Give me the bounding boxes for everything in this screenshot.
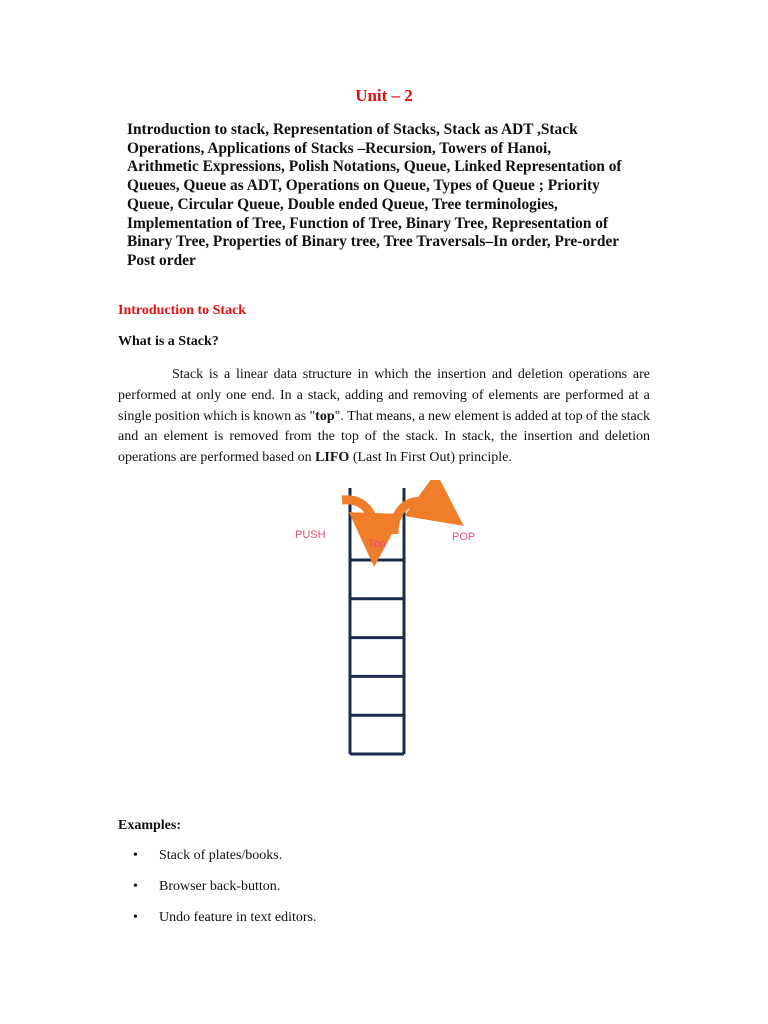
- syllabus-line: Queue, Circular Queue, Double ended Queue, Tree terminologies,: [127, 195, 558, 213]
- word: elements: [488, 387, 539, 403]
- paragraph-line-2: [118, 386, 650, 407]
- word: position: [154, 408, 200, 424]
- word: single: [118, 408, 152, 424]
- word: That: [347, 408, 373, 424]
- syllabus-line: Arithmetic Expressions, Polish Notations, Queue, Linked Representation of: [127, 158, 622, 176]
- word: only: [196, 387, 222, 403]
- example-text: Stack of plates/books.: [159, 848, 283, 863]
- pop-arrow-icon: [394, 502, 442, 534]
- word: operations: [568, 367, 628, 382]
- word: a: [296, 387, 303, 403]
- lifo-term: LIFO: [315, 450, 350, 466]
- list-item: [118, 848, 316, 879]
- word: in: [357, 367, 369, 382]
- word: stack,: [461, 429, 495, 445]
- paragraph-text: (Last In First Out) principle.: [349, 450, 512, 466]
- word: at: [628, 387, 639, 403]
- stack-diagram: [280, 480, 500, 760]
- word: stack.: [405, 429, 439, 445]
- paragraph-line-3: [118, 407, 650, 428]
- paragraph-line-1: [118, 365, 650, 386]
- pop-label: POP: [452, 531, 476, 543]
- example-text: Browser back-button.: [159, 879, 281, 894]
- word: performed: [118, 387, 177, 403]
- word: is: [240, 408, 250, 424]
- push-label: PUSH: [295, 529, 326, 541]
- word: as: [294, 408, 307, 424]
- examples-list: [118, 848, 316, 941]
- word: added: [514, 408, 549, 424]
- word: is: [502, 408, 512, 424]
- word: and: [491, 367, 513, 382]
- top-label: Top: [368, 538, 386, 550]
- syllabus-block: [127, 121, 647, 271]
- word: a: [418, 408, 425, 424]
- word: end.: [251, 387, 276, 403]
- word: and: [118, 429, 139, 445]
- example-text: Undo feature in text editors.: [159, 910, 317, 925]
- word: are: [543, 387, 561, 403]
- list-item: [118, 879, 316, 910]
- word: are: [632, 367, 650, 382]
- word: is: [213, 429, 224, 445]
- word: the: [414, 367, 432, 382]
- paragraph-line-4: [118, 427, 650, 448]
- word: of: [585, 408, 598, 424]
- word: is: [208, 367, 219, 382]
- sub-heading: What is a Stack?: [118, 334, 219, 349]
- syllabus-line: Operations, Applications of Stacks –Recursion, Towers of Hanoi,: [127, 139, 552, 157]
- paragraph-text: operations are performed based on: [118, 450, 316, 466]
- word: stack,: [307, 387, 341, 403]
- word: insertion: [523, 429, 573, 445]
- syllabus-line: Queues, Queue as ADT, Operations on Queue, Types of Queue ; Priority: [127, 177, 600, 195]
- syllabus-line: Introduction to stack, Representation of Stacks, Stack as ADT ,Stack: [127, 121, 578, 138]
- word: of: [364, 429, 377, 445]
- syllabus-line: Implementation of Tree, Function of Tree, Binary Tree, Representation of: [127, 214, 609, 232]
- word: of: [471, 387, 484, 403]
- word: the: [600, 408, 618, 424]
- word: the: [317, 429, 335, 445]
- list-item: [118, 910, 316, 941]
- syllabus-line: Post order: [127, 251, 196, 269]
- word: and: [388, 387, 409, 403]
- word: deletion: [517, 367, 563, 382]
- word: the: [500, 429, 518, 445]
- word: Stack: [172, 367, 204, 382]
- word: an: [144, 429, 158, 445]
- word: a: [643, 387, 650, 403]
- word: element: [163, 429, 208, 445]
- word: which: [374, 367, 409, 382]
- word: "top".: [309, 408, 344, 424]
- examples-heading: Examples:: [118, 818, 181, 833]
- word: which: [203, 408, 238, 424]
- word: top: [564, 408, 583, 424]
- word: insertion: [437, 367, 487, 382]
- word: at: [551, 408, 562, 424]
- bullet-icon: •: [133, 879, 138, 894]
- push-arrow-icon: [342, 500, 375, 540]
- word: stack: [621, 408, 650, 424]
- word: linear: [236, 367, 268, 382]
- word: element: [454, 408, 499, 424]
- word: In: [280, 387, 292, 403]
- word: deletion: [604, 429, 650, 445]
- word: means,: [375, 408, 416, 424]
- stack-definition-paragraph: [118, 365, 650, 469]
- word: new: [427, 408, 452, 424]
- paragraph-line-5: [118, 448, 650, 469]
- word: the: [382, 429, 400, 445]
- word: one: [226, 387, 247, 403]
- word: performed: [565, 387, 624, 403]
- word: data: [273, 367, 297, 382]
- word: removed: [229, 429, 279, 445]
- word: at: [181, 387, 192, 403]
- syllabus-line: Binary Tree, Properties of Binary tree, Tree Traversals–In order, Pre-order: [127, 233, 620, 251]
- bullet-icon: •: [133, 910, 138, 925]
- word: top: [340, 429, 359, 445]
- word: removing: [413, 387, 467, 403]
- word: a: [224, 367, 231, 382]
- section-heading: Introduction to Stack: [118, 303, 247, 318]
- bullet-icon: •: [133, 848, 138, 863]
- word: and: [578, 429, 599, 445]
- word: known: [253, 408, 292, 424]
- word: In: [444, 429, 456, 445]
- word: structure: [302, 367, 352, 382]
- word: adding: [345, 387, 384, 403]
- unit-title: Unit – 2: [355, 86, 413, 105]
- word: from: [284, 429, 312, 445]
